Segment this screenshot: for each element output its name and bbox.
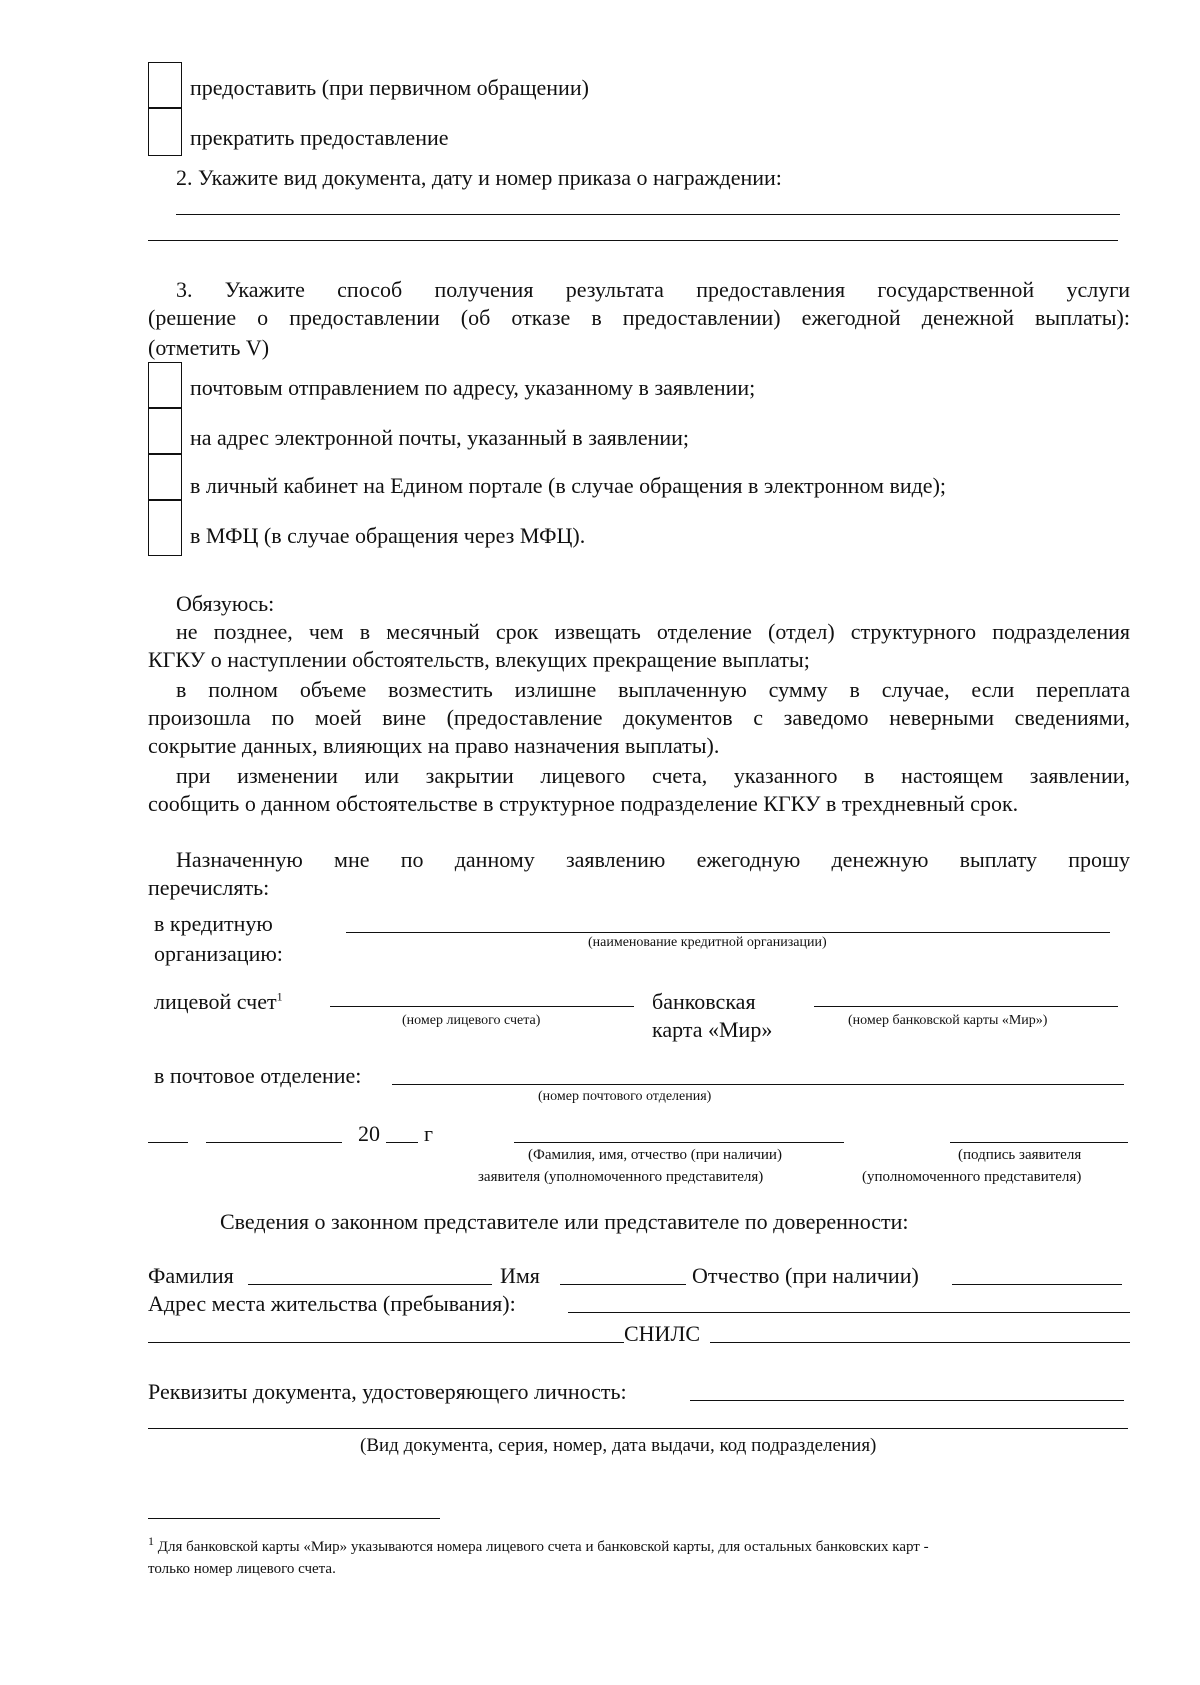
rep-id-doc-caption: (Вид документа, серия, номер, дата выдачи, код подразделения) [360, 1435, 877, 1456]
post-office-field[interactable] [392, 1084, 1124, 1085]
obligation1-line1: не позднее, чем в месячный срок извещать отделение (отдел) структурного подразделения [176, 619, 1130, 644]
delivery-mail-label: почтовым отправлением по адресу, указанному в заявлении; [190, 375, 756, 400]
credit-org-label-2: организацию: [154, 941, 283, 966]
delivery-email-label: на адрес электронной почты, указанный в заявлении; [190, 425, 690, 450]
section3-line1: 3. Укажите способ получения результата предоставления государственной услуги [176, 277, 1130, 302]
signature-caption-2: (уполномоченного представителя) [862, 1169, 1082, 1185]
payment-intro-line1: Назначенную мне по данному заявлению ежегодную денежную выплату прошу [176, 847, 1130, 872]
footnote-line1 [148, 1534, 929, 1557]
credit-org-field[interactable] [346, 932, 1110, 933]
rep-address-field-1[interactable] [568, 1312, 1130, 1313]
card-field[interactable] [814, 1006, 1118, 1007]
rep-id-doc-field-2[interactable] [148, 1428, 1128, 1429]
section3-line2: (решение о предоставлении (об отказе в предоставлении) ежегодной денежной выплаты): [148, 305, 1130, 330]
section3-line3: (отметить V) [148, 335, 270, 360]
rep-address-field-2[interactable] [148, 1342, 624, 1343]
checkbox-delivery-portal[interactable] [148, 454, 182, 500]
signature-caption-1: (подпись заявителя [958, 1147, 1082, 1163]
section2-question: 2. Укажите вид документа, дату и номер приказа о награждении: [176, 165, 782, 190]
account-field[interactable] [330, 1006, 634, 1007]
footnote-line2: только номер лицевого счета. [148, 1561, 336, 1577]
account-footnote-mark: 1 [276, 989, 283, 1004]
rep-name-label: Имя [500, 1263, 540, 1288]
option-terminate-label: прекратить предоставление [190, 125, 449, 150]
account-caption: (номер лицевого счета) [402, 1013, 541, 1028]
delivery-mfc-label: в МФЦ (в случае обращения через МФЦ). [190, 523, 586, 548]
credit-org-caption: (наименование кредитной организации) [588, 935, 827, 950]
card-caption: (номер банковской карты «Мир») [848, 1013, 1048, 1028]
date-day-field[interactable] [148, 1142, 188, 1143]
checkbox-terminate[interactable] [148, 108, 182, 156]
obligation2-line3: сокрытие данных, влияющих на право назначения выплаты). [148, 733, 720, 758]
date-year-field[interactable] [386, 1142, 418, 1143]
card-label-2: карта «Мир» [652, 1017, 773, 1042]
checkbox-provide[interactable] [148, 62, 182, 108]
obligations-title: Обязуюсь: [176, 591, 275, 616]
rep-id-doc-label: Реквизиты документа, удостоверяющего личность: [148, 1379, 627, 1404]
credit-org-label-1: в кредитную [154, 911, 273, 936]
footnote-separator [148, 1518, 440, 1519]
footnote-text-1: Для банковской карты «Мир» указываются номера лицевого счета и банковской карты, для остальных банковских карт - [154, 1539, 929, 1555]
date-year-prefix: 20 [358, 1121, 380, 1146]
date-month-field[interactable] [206, 1142, 342, 1143]
date-year-suffix: г [424, 1121, 434, 1146]
option-provide-label: предоставить (при первичном обращении) [190, 75, 589, 100]
rep-surname-field[interactable] [248, 1284, 492, 1285]
payment-intro-line2: перечислять: [148, 875, 270, 900]
fio-caption-1: (Фамилия, имя, отчество (при наличии) [528, 1147, 782, 1163]
checkbox-delivery-mail[interactable] [148, 362, 182, 408]
rep-snils-label: СНИЛС [624, 1321, 701, 1346]
award-doc-line-1[interactable] [176, 214, 1120, 215]
post-office-caption: (номер почтового отделения) [538, 1089, 712, 1104]
rep-surname-label: Фамилия [148, 1263, 234, 1288]
rep-snils-field[interactable] [710, 1342, 1130, 1343]
rep-address-label: Адрес места жительства (пребывания): [148, 1291, 516, 1316]
account-label [154, 988, 283, 1016]
post-office-label: в почтовое отделение: [154, 1063, 362, 1088]
footnote-mark: 1 [148, 1534, 154, 1548]
rep-patronymic-label: Отчество (при наличии) [692, 1263, 919, 1288]
obligation3-line1: при изменении или закрытии лицевого счета, указанного в настоящем заявлении, [176, 763, 1130, 788]
award-doc-line-2[interactable] [148, 240, 1118, 241]
account-label-text: лицевой счет [154, 989, 277, 1014]
obligation3-line2: сообщить о данном обстоятельстве в структурное подразделение КГКУ в трехдневный срок. [148, 791, 1019, 816]
rep-patronymic-field[interactable] [952, 1284, 1122, 1285]
checkbox-delivery-email[interactable] [148, 408, 182, 454]
fio-field[interactable] [514, 1142, 844, 1143]
obligation1-line2: КГКУ о наступлении обстоятельств, влекущих прекращение выплаты; [148, 647, 810, 672]
card-label-1: банковская [652, 989, 756, 1014]
rep-id-doc-field-1[interactable] [690, 1400, 1124, 1401]
fio-caption-2: заявителя (уполномоченного представителя) [478, 1169, 764, 1185]
rep-name-field[interactable] [560, 1284, 686, 1285]
delivery-portal-label: в личный кабинет на Едином портале (в случае обращения в электронном виде); [190, 473, 947, 498]
checkbox-delivery-mfc[interactable] [148, 500, 182, 556]
representative-title: Сведения о законном представителе или представителе по доверенности: [220, 1209, 909, 1234]
signature-field[interactable] [950, 1142, 1128, 1143]
obligation2-line2: произошла по моей вине (предоставление документов с заведомо неверными сведениями, [148, 705, 1130, 730]
obligation2-line1: в полном объеме возместить излишне выплаченную сумму в случае, если переплата [176, 677, 1130, 702]
